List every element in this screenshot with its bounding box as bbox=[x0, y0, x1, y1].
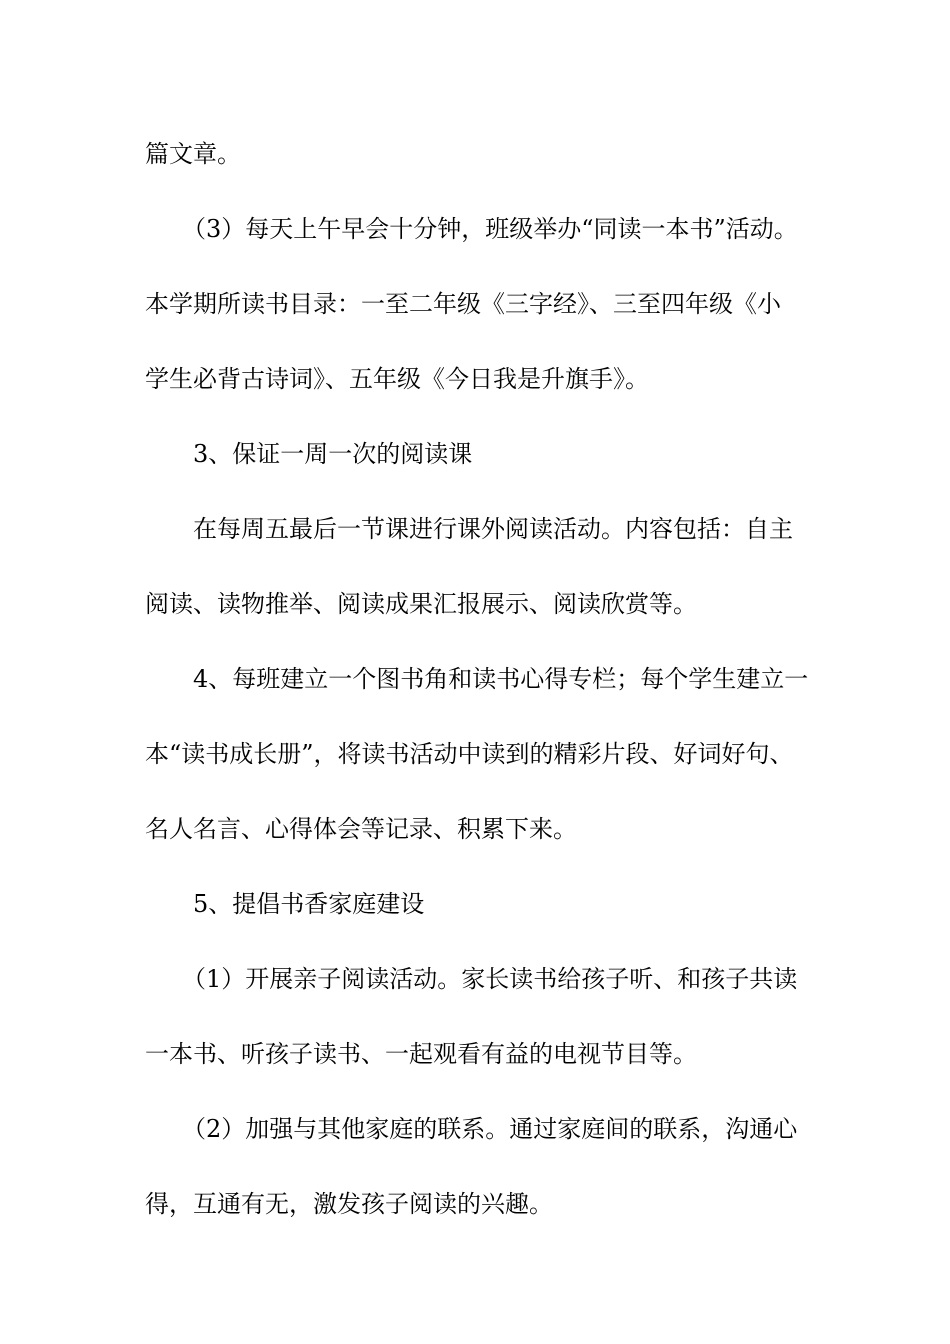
paragraph-line: 名人名言、心得体会等记录、积累下来。 bbox=[145, 815, 577, 843]
section-heading: 3、保证一周一次的阅读课 bbox=[193, 440, 473, 468]
paragraph-line: 一本书、听孩子读书、一起观看有益的电视节目等。 bbox=[145, 1040, 697, 1068]
paragraph-line: （1）开展亲子阅读活动。家长读书给孩子听、和孩子共读 bbox=[182, 965, 798, 993]
section-heading: 5、提倡书香家庭建设 bbox=[193, 890, 425, 918]
paragraph-line: 学生必背古诗词》、五年级《今日我是升旗手》。 bbox=[145, 365, 649, 393]
paragraph-line: 在每周五最后一节课进行课外阅读活动。内容包括：自主 bbox=[193, 515, 793, 543]
paragraph-line: 4、每班建立一个图书角和读书心得专栏；每个学生建立一 bbox=[193, 665, 809, 693]
paragraph-line: 得，互通有无，激发孩子阅读的兴趣。 bbox=[145, 1190, 553, 1218]
paragraph-line: （3）每天上午早会十分钟，班级举办“同读一本书”活动。 bbox=[182, 215, 798, 243]
paragraph-line: 本“读书成长册”，将读书活动中读到的精彩片段、好词好句、 bbox=[145, 740, 794, 768]
paragraph-line: 篇文章。 bbox=[145, 140, 241, 168]
paragraph-line: （2）加强与其他家庭的联系。通过家庭间的联系，沟通心 bbox=[182, 1115, 798, 1143]
paragraph-line: 本学期所读书目录：一至二年级《三字经》、三至四年级《小 bbox=[145, 290, 781, 318]
paragraph-line: 阅读、读物推举、阅读成果汇报展示、阅读欣赏等。 bbox=[145, 590, 697, 618]
